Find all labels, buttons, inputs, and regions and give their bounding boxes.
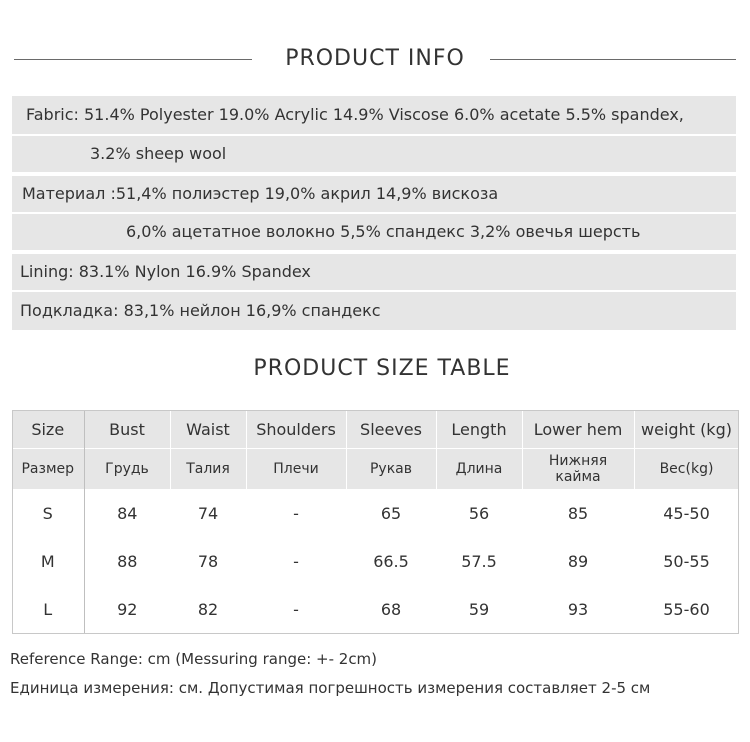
product-info-title: PRODUCT INFO: [285, 46, 465, 71]
material-text-line2: 6,0% ацетатное волокно 5,5% спандекс 3,2% овечья шерсть: [126, 222, 641, 241]
header-sleeves: Sleeves: [346, 410, 436, 449]
fabric-text-line2: 3.2% sheep wool: [90, 144, 227, 163]
lining-ru-row: [12, 292, 736, 330]
bust-cell: 84: [84, 489, 170, 537]
header-weight: weight (kg): [634, 410, 739, 449]
header-ru-lower-hem: Нижняя кайма: [522, 449, 634, 490]
fabric-row-2: [12, 136, 736, 172]
shoulders-cell: -: [246, 537, 346, 585]
header-waist: Waist: [170, 410, 246, 449]
sleeves-cell: 66.5: [346, 537, 436, 585]
material-row-2: [12, 214, 736, 250]
length-cell: 57.5: [436, 537, 522, 585]
header-length: Length: [436, 410, 522, 449]
lining-ru-text: Подкладка: 83,1% нейлон 16,9% спандекс: [20, 301, 381, 320]
size-cell: M: [12, 537, 84, 585]
lower-hem-cell: 93: [522, 585, 634, 633]
table-row: [12, 585, 739, 633]
length-cell: 59: [436, 585, 522, 633]
shoulders-cell: -: [246, 585, 346, 633]
header-ru-length: Длина: [436, 449, 522, 490]
size-table-header-en: [12, 410, 739, 449]
header-ru-bust: Грудь: [84, 449, 170, 490]
table-row: [12, 537, 739, 585]
bust-cell: 88: [84, 537, 170, 585]
length-cell: 56: [436, 489, 522, 537]
header-ru-sleeves: Рукав: [346, 449, 436, 490]
material-text-line1: Материал :51,4% полиэстер 19,0% акрил 14,9% вискоза: [22, 184, 499, 203]
size-table: [12, 410, 740, 633]
header-rule-left: [14, 59, 252, 60]
fabric-row-1: [12, 96, 736, 134]
size-table-title: PRODUCT SIZE TABLE: [253, 356, 511, 381]
size-table-header-ru: [12, 449, 739, 490]
header-bust: Bust: [84, 410, 170, 449]
weight-cell: 45-50: [634, 489, 739, 537]
sleeves-cell: 68: [346, 585, 436, 633]
sleeves-cell: 65: [346, 489, 436, 537]
lining-en-text: Lining: 83.1% Nylon 16.9% Spandex: [20, 262, 311, 281]
lining-en-row: [12, 254, 736, 290]
bust-cell: 92: [84, 585, 170, 633]
header-rule-right: [490, 59, 736, 60]
table-row: [12, 489, 739, 537]
material-row-1: [12, 176, 736, 212]
weight-cell: 55-60: [634, 585, 739, 633]
header-shoulders: Shoulders: [246, 410, 346, 449]
shoulders-cell: -: [246, 489, 346, 537]
size-cell: S: [12, 489, 84, 537]
header-ru-shoulders: Плечи: [246, 449, 346, 490]
product-info-header: [0, 38, 750, 82]
waist-cell: 74: [170, 489, 246, 537]
measurement-note-ru: Единица измерения: см. Допустимая погрешность измерения составляет 2-5 см: [10, 679, 651, 697]
waist-cell: 78: [170, 537, 246, 585]
header-lower-hem: Lower hem: [522, 410, 634, 449]
header-size: Size: [12, 410, 84, 449]
waist-cell: 82: [170, 585, 246, 633]
header-ru-size: Размер: [12, 449, 84, 490]
reference-range-note: Reference Range: cm (Messuring range: +- 2cm): [10, 650, 378, 668]
lower-hem-cell: 85: [522, 489, 634, 537]
header-ru-waist: Талия: [170, 449, 246, 490]
header-ru-weight: Вес(kg): [634, 449, 739, 490]
lower-hem-cell: 89: [522, 537, 634, 585]
weight-cell: 50-55: [634, 537, 739, 585]
size-cell: L: [12, 585, 84, 633]
fabric-text-line1: Fabric: 51.4% Polyester 19.0% Acrylic 14.9% Viscose 6.0% acetate 5.5% spandex,: [26, 105, 684, 124]
